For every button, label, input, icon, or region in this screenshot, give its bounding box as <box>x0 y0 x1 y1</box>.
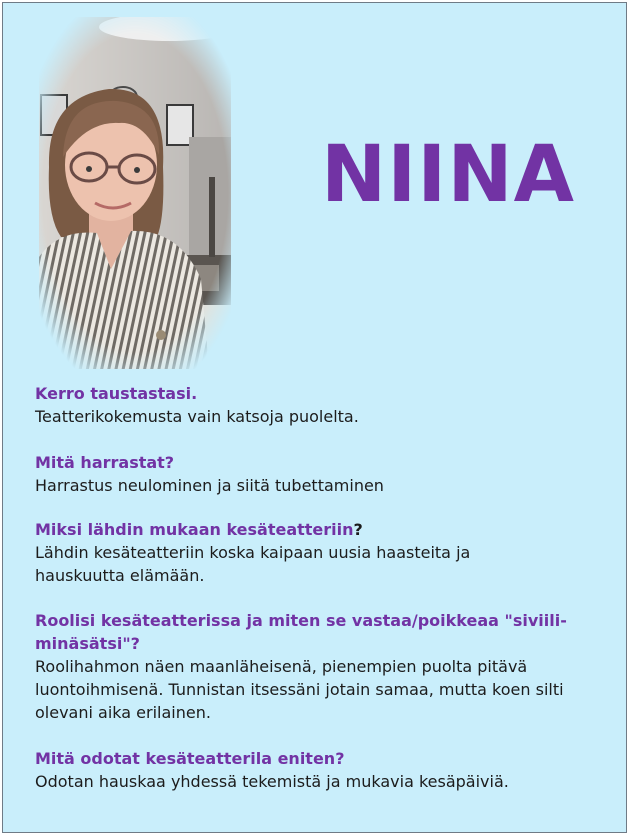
answer-text: Harrastus neulominen ja siitä tubettaminen <box>35 476 384 495</box>
qa-item-motivation <box>35 518 535 587</box>
qa-item-expectations <box>35 747 615 793</box>
profile-name: NIINA <box>321 130 575 220</box>
profile-page <box>2 2 627 833</box>
portrait-illustration <box>39 17 231 369</box>
question-text: Kerro taustastasi. <box>35 384 198 403</box>
qa-item-hobbies <box>35 451 615 497</box>
question-text: Roolisi kesäteatterissa ja miten se vastaa/poikkeaa "siviili-minäsätsi"? <box>35 611 567 653</box>
question-heading <box>35 518 535 541</box>
qa-item-background <box>35 382 615 428</box>
answer-text: Lähdin kesäteatteriin koska kaipaan uusia haasteita ja hauskuutta elämään. <box>35 543 471 585</box>
profile-photo <box>39 17 231 369</box>
question-mark: ? <box>353 520 363 539</box>
qa-item-role <box>35 609 595 724</box>
answer-text: Roolihahmon näen maanläheisenä, pienempien puolta pitävä luontoihmisenä. Tunnistan itsessäni jotain samaa, mutta koen silti olevani aika erilainen. <box>35 657 564 722</box>
question-text: Mitä harrastat? <box>35 453 175 472</box>
question-text: Miksi lähdin mukaan kesäteatteriin <box>35 520 354 539</box>
question-text: Mitä odotat kesäteatterila eniten? <box>35 749 345 768</box>
answer-text: Teatterikokemusta vain katsoja puolelta. <box>35 407 359 426</box>
answer-text: Odotan hauskaa yhdessä tekemistä ja mukavia kesäpäiviä. <box>35 772 509 791</box>
